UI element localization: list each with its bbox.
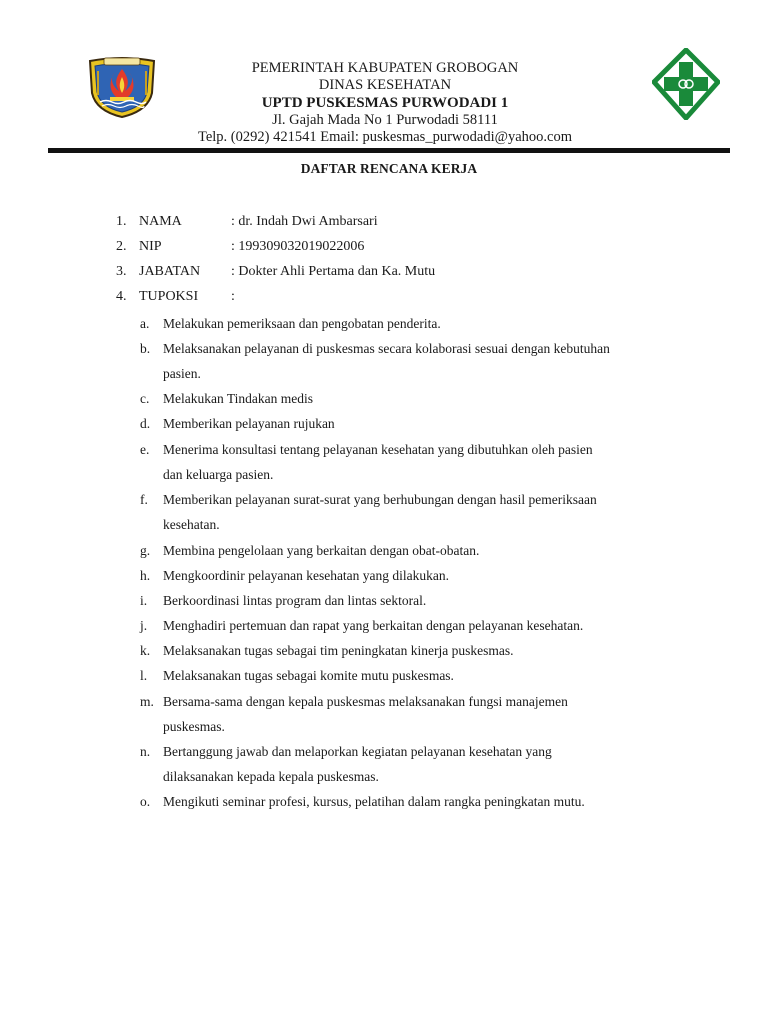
duty-text: Melakukan pemeriksaan dan pengobatan penderita. — [163, 316, 441, 331]
letterhead — [150, 60, 620, 146]
duty-letter: f. — [140, 492, 148, 507]
duty-letter: n. — [140, 744, 151, 759]
duty-letter: d. — [140, 416, 151, 431]
duty-text: Membina pengelolaan yang berkaitan dengan obat-obatan. — [163, 543, 480, 558]
duty-letter: m. — [140, 694, 154, 709]
letterhead-institution: UPTD PUSKESMAS PURWODADI 1 — [261, 95, 509, 111]
duty-text: Mengikuti seminar profesi, kursus, pelatihan dalam rangka peningkatan mutu. — [163, 794, 585, 809]
identity-number: 2. — [116, 239, 127, 254]
duty-text-continued: kesehatan. — [163, 517, 220, 532]
duty-letter: b. — [140, 341, 151, 356]
identity-label: JABATAN — [139, 264, 201, 279]
identity-value: : — [231, 289, 235, 304]
letterhead-department: DINAS KESEHATAN — [318, 77, 452, 93]
duty-text-continued: pasien. — [163, 366, 201, 381]
document-title: DAFTAR RENCANA KERJA — [300, 161, 478, 176]
duty-letter: o. — [140, 794, 151, 809]
duty-letter: k. — [140, 643, 151, 658]
duty-text: Menerima konsultasi tentang pelayanan kesehatan yang dibutuhkan oleh pasien — [163, 442, 593, 457]
duty-text: Melaksanakan pelayanan di puskesmas secara kolaborasi sesuai dengan kebutuhan — [163, 341, 610, 356]
identity-value: : 199309032019022006 — [231, 239, 365, 254]
letterhead-divider — [48, 148, 730, 153]
identity-number: 4. — [116, 289, 127, 304]
duty-text: Melaksanakan tugas sebagai tim peningkatan kinerja puskesmas. — [163, 643, 514, 658]
duty-letter: e. — [140, 442, 150, 457]
duty-letter: l. — [140, 668, 148, 683]
duty-letter: c. — [140, 391, 150, 406]
letterhead-address: Jl. Gajah Mada No 1 Purwodadi 58111 — [272, 112, 498, 128]
identity-label: NIP — [139, 239, 162, 254]
duty-text-continued: dilaksanakan kepada kepala puskesmas. — [163, 769, 379, 784]
duty-text: Menghadiri pertemuan dan rapat yang berkaitan dengan pelayanan kesehatan. — [163, 618, 584, 633]
duty-text: Melaksanakan tugas sebagai komite mutu puskesmas. — [163, 668, 454, 683]
identity-label: NAMA — [139, 214, 182, 229]
duty-letter: h. — [140, 568, 151, 583]
duty-letter: j. — [140, 618, 148, 633]
identity-value: : dr. Indah Dwi Ambarsari — [231, 214, 378, 229]
duty-text: Memberikan pelayanan rujukan — [163, 416, 335, 431]
duty-text: Melakukan Tindakan medis — [163, 391, 313, 406]
duty-text-continued: puskesmas. — [163, 719, 225, 734]
duty-letter: a. — [140, 316, 150, 331]
duty-text: Bertanggung jawab dan melaporkan kegiatan pelayanan kesehatan yang — [163, 744, 552, 759]
identity-label: TUPOKSI — [139, 289, 199, 304]
identity-number: 1. — [116, 214, 127, 229]
identity-value: : Dokter Ahli Pertama dan Ka. Mutu — [231, 264, 436, 279]
identity-number: 3. — [116, 264, 127, 279]
letterhead-government: PEMERINTAH KABUPATEN GROBOGAN — [251, 60, 519, 76]
kabupaten-grobogan-emblem — [86, 55, 158, 119]
letterhead-contact: Telp. (0292) 421541 Email: puskesmas_purwodadi@yahoo.com — [198, 129, 572, 145]
duty-text: Bersama-sama dengan kepala puskesmas melaksanakan fungsi manajemen — [163, 694, 568, 709]
duty-letter: g. — [140, 543, 151, 558]
duty-text-continued: dan keluarga pasien. — [163, 467, 274, 482]
duty-text: Berkoordinasi lintas program dan lintas sektoral. — [163, 593, 427, 608]
duty-text: Mengkoordinir pelayanan kesehatan yang dilakukan. — [163, 568, 450, 583]
puskesmas-logo — [652, 48, 720, 120]
duty-letter: i. — [140, 593, 148, 608]
duty-text: Memberikan pelayanan surat-surat yang berhubungan dengan hasil pemeriksaan — [163, 492, 597, 507]
